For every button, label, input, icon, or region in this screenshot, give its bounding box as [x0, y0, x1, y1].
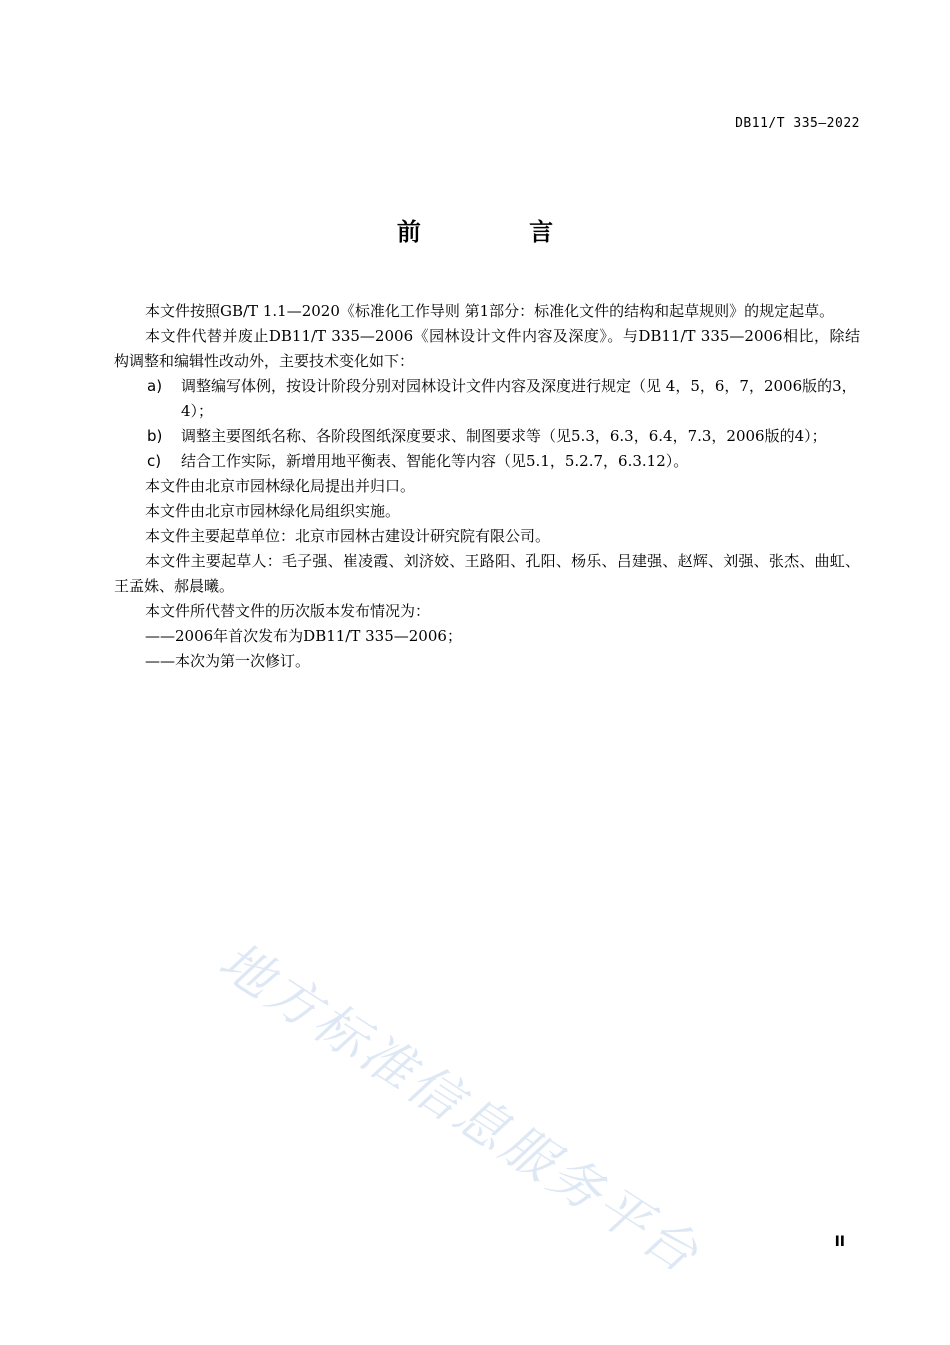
foreword-body — [114, 299, 860, 674]
page-title: 前 言 — [396, 218, 604, 246]
paragraph-replacement: 本文件代替并废止DB11/T 335—2006《园林设计文件内容及深度》。与DB11/T 335—2006相比，除结构调整和编辑性改动外，主要技术变化如下： — [114, 327, 860, 370]
change-text: 调整编写体例，按设计阶段分别对园林设计文件内容及深度进行规定（见 4，5，6，7，2006版的3，4）； — [181, 377, 857, 420]
page-number: II — [834, 1234, 845, 1250]
paragraph-proposer: 本文件由北京市园林绿化局提出并归口。 — [145, 477, 416, 495]
paragraph-history-intro: 本文件所代替文件的历次版本发布情况为： — [145, 602, 431, 620]
change-text: 结合工作实际，新增用地平衡表、智能化等内容（见5.1，5.2.7，6.3.12）。 — [181, 452, 689, 470]
change-item-c — [114, 449, 860, 474]
watermark: 地方标准信息服务平台 — [208, 930, 711, 1287]
change-marker: c) — [147, 452, 162, 470]
change-item-b — [114, 424, 860, 449]
paragraph-drafters: 本文件主要起草人：毛子强、崔凌霞、刘济姣、王路阳、孔阳、杨乐、吕建强、赵辉、刘强、张杰、曲虹、王孟姝、郝晨曦。 — [114, 552, 860, 595]
paragraph-standard-basis: 本文件按照GB/T 1.1—2020《标准化工作导则 第1部分：标准化文件的结构和起草规则》的规定起草。 — [145, 302, 835, 320]
paragraph-implementer: 本文件由北京市园林绿化局组织实施。 — [145, 502, 401, 520]
paragraph-drafting-unit: 本文件主要起草单位：北京市园林古建设计研究院有限公司。 — [145, 527, 551, 545]
change-marker: b) — [147, 427, 163, 445]
change-text: 调整主要图纸名称、各阶段图纸深度要求、制图要求等（见5.3，6.3，6.4，7.3，2006版的4）； — [181, 427, 827, 445]
change-marker: a) — [147, 377, 163, 395]
document-code: DB11/T 335—2022 — [735, 116, 860, 131]
history-item-revision: ——本次为第一次修订。 — [145, 652, 311, 670]
change-item-a — [114, 374, 860, 424]
history-item-2006: ——2006年首次发布为DB11/T 335—2006； — [145, 627, 462, 645]
